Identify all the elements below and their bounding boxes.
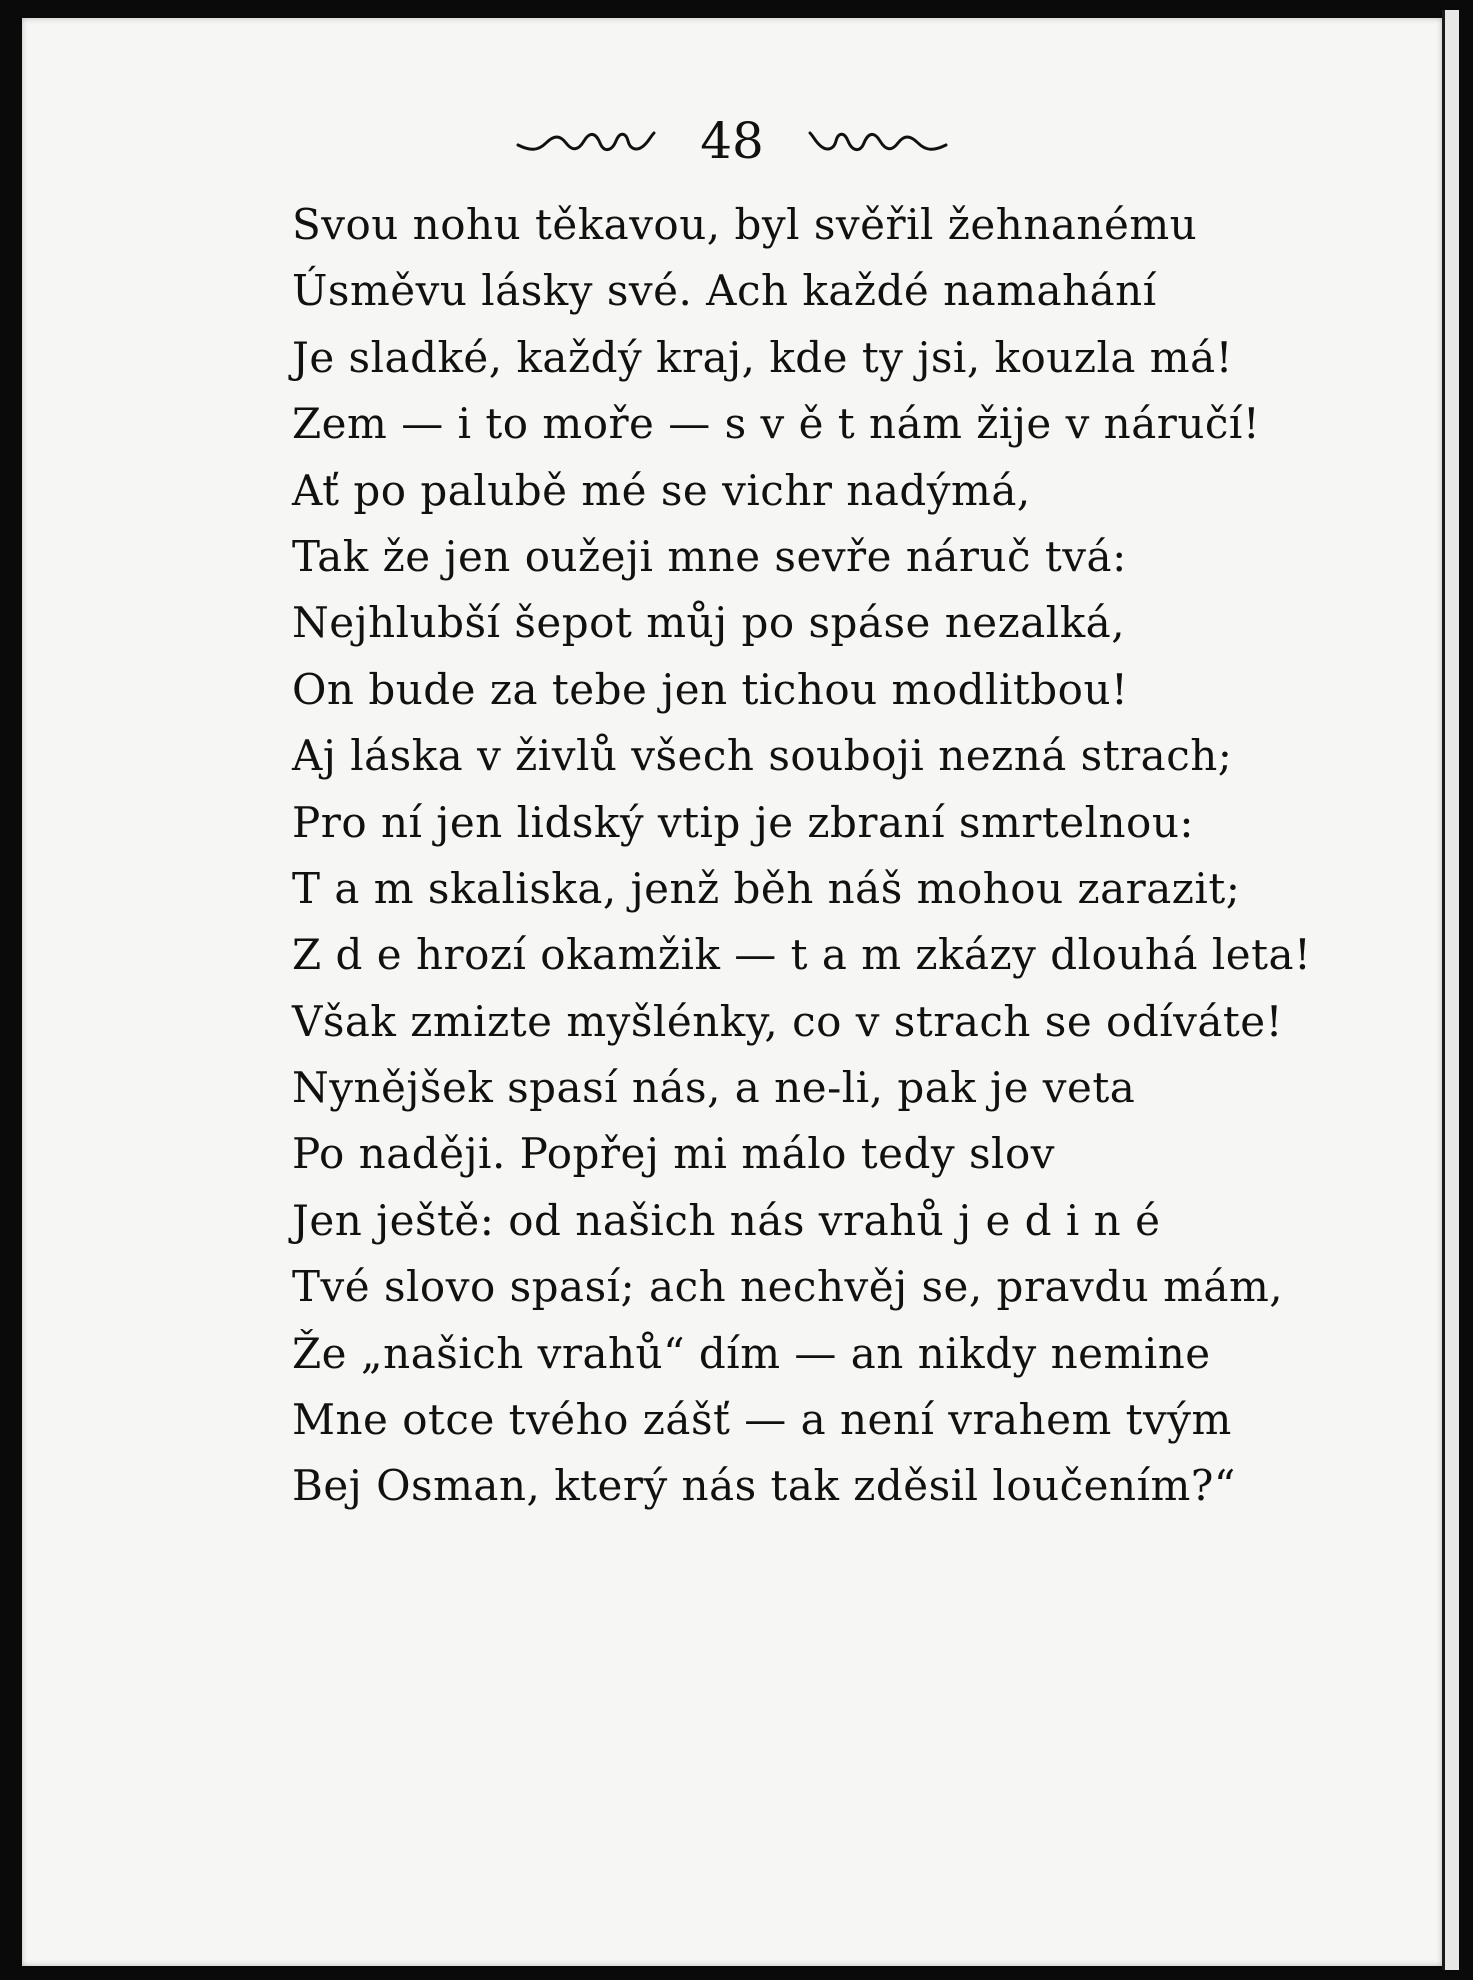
poem-line: Aj láska v živlů všech souboji nezná strach;	[292, 731, 1233, 781]
poem-line: Svou nohu těkavou, byl svěřil žehnanému	[292, 200, 1198, 249]
poem-line: Z d e hrozí okamžik — t a m zkázy dlouhá leta!	[292, 930, 1312, 980]
poem-line: Nejhlubší šepot můj po spáse nezalká,	[292, 598, 1126, 648]
page-header	[22, 102, 1442, 176]
poem-line: Tvé slovo spasí; ach nechvěj se, pravdu mám,	[292, 1262, 1284, 1312]
poem-line: Bej Osman, který nás tak zděsil loučením?“	[292, 1461, 1236, 1511]
poem-line: Je sladké, každý kraj, kde ty jsi, kouzla má!	[292, 332, 1234, 382]
poem-line: Však zmizte myšlénky, co v strach se odíváte!	[292, 996, 1284, 1046]
poem-line: Ať po palubě mé se vichr nadýmá,	[292, 465, 1031, 515]
poem-line: Pro ní jen lidský vtip je zbraní smrtelnou:	[292, 797, 1195, 847]
poem-line: Že „našich vrahů“ dím — an nikdy nemine	[292, 1328, 1211, 1378]
poem-line: Po naději. Popřej mi málo tedy slov	[292, 1129, 1055, 1179]
book-page	[22, 18, 1442, 1966]
poem-line: Mne otce tvého zášť — a není vrahem tvým	[292, 1395, 1232, 1445]
swirl-ornament-right-icon	[798, 121, 948, 161]
poem-line: Úsměvu lásky své. Ach každé namahání	[292, 266, 1157, 316]
poem-line: Nynějšek spasí nás, a ne-li, pak je veta	[292, 1063, 1136, 1113]
swirl-ornament-left-icon	[516, 121, 666, 161]
poem-line: Zem — i to moře — s v ě t nám žije v náručí!	[292, 399, 1261, 449]
poem-line: On bude za tebe jen tichou modlitbou!	[292, 664, 1129, 714]
page-edge	[1442, 10, 1459, 1970]
poem-line: Tak že jen oužeji mne sevře náruč tvá:	[292, 531, 1127, 581]
poem-line: Jen ještě: od našich nás vrahů j e d i n é	[292, 1195, 1161, 1245]
page-number: 48	[700, 112, 764, 170]
poem-text	[292, 192, 1312, 1520]
poem-line: T a m skaliska, jenž běh náš mohou zarazit;	[292, 863, 1241, 913]
